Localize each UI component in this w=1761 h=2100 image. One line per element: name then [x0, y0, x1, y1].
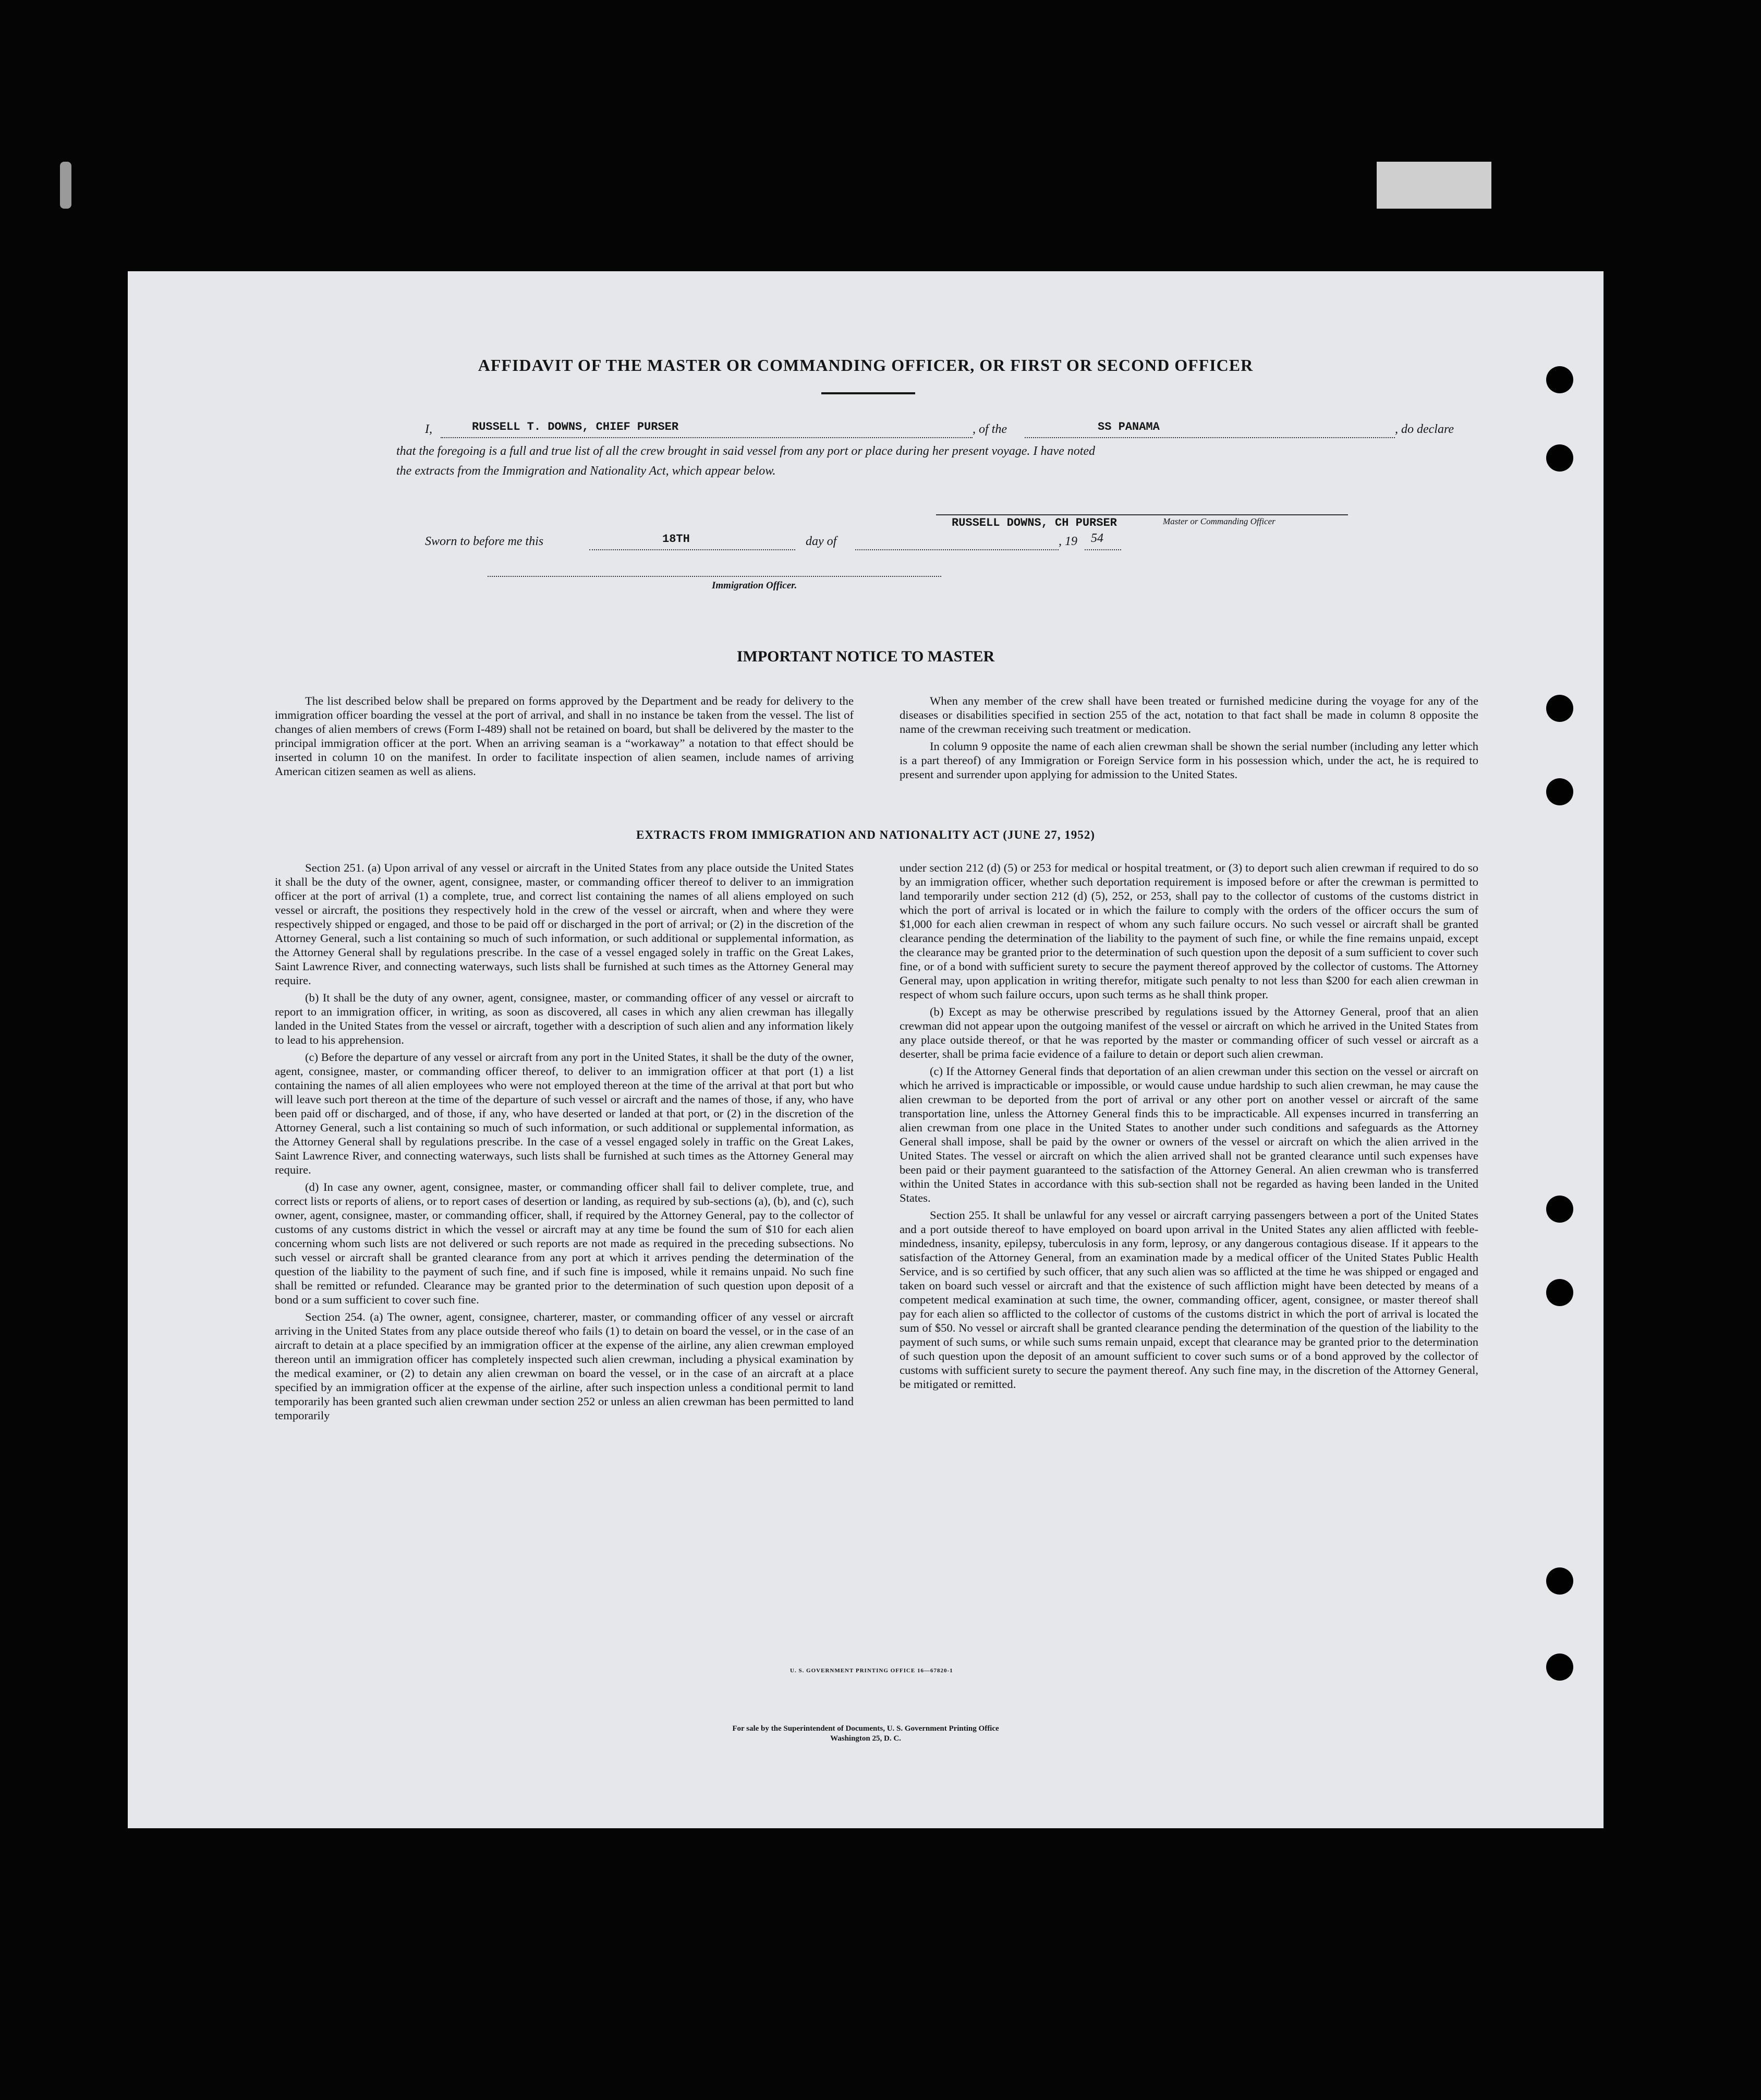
- film-notch: [60, 162, 71, 209]
- section-paragraph: (d) In case any owner, agent, consignee, master, or commanding officer shall fail to deliver complete, true, and correct lists or reports of aliens, or to report cases of desertion or landing, as required by sub-sections (a), (b), and (c), such owner, agent, consignee, master, or commanding officer, shall, if required by the Attorney General, pay to the collector of customs of any customs district in which the vessel or aircraft may at any time be found the sum of $10 for each alien concerning whom such lists are not delivered or such reports are not made as required in the preceding subsections. No such vessel or aircraft shall be granted clearance from any port at which it arrives pending the determination of the question of the liability to the payment of such fine, and if such fine is imposed, while it remains unpaid. No such fine shall be remitted or refunded. Clearance may be granted prior to the determination of such question upon deposit of a bond or a sum sufficient to cover such fine.: [275, 1180, 854, 1306]
- declaration-line-3: the extracts from the Immigration and Nationality Act, which appear below.: [396, 464, 776, 478]
- name-field: [441, 420, 973, 438]
- notice-paragraph: The list described below shall be prepared on forms approved by the Department and be ready for delivery to the immigration officer boarding the vessel at the port of arrival, and shall in no instance be taken from the vessel. The list of changes of alien members of crews (Form I-489) shall not be retained on board, but shall be delivered by the master to the principal immigration officer at the port. When an arriving seaman is a “workaway” a notation to that effect should be inserted in column 10 on the manifest. In order to facilitate inspection of alien seamen, include names of arriving American citizen seamen as well as aliens.: [275, 694, 854, 778]
- section-paragraph: (c) Before the departure of any vessel or aircraft from any port in the United States, it shall be the duty of the owner, agent, consignee, master, or commanding officer thereof, to deliver to an immigration officer at that port (1) a list containing the names of all alien employees who were not employed thereon at the time of the arrival at that port but who will leave such port thereon at the time of the departure of such vessel or aircraft and the names of those, if any, who have been paid off or discharged, and of those, if any, who have deserted or landed at that port, or (2) in the discretion of the Attorney General, such a list containing so much of such information, or such additional or supplemental information, as the Attorney General shall by regulations prescribe. In the case of a vessel engaged solely in traffic on the Great Lakes, Saint Lawrence River, and connecting waterways, such lists shall be furnished at such times as the Attorney General may require.: [275, 1051, 854, 1176]
- section-paragraph: Section 251. (a) Upon arrival of any vessel or aircraft in the United States from any place outside the United States it shall be the duty of the owner, agent, consignee, master, or commanding officer thereof to deliver to an immigration officer at the port of arrival (1) a complete, true, and correct list containing the names of all aliens employed on such vessel or aircraft, the positions they respectively hold in the crew of the vessel or aircraft, when and where they were respectively shipped or engaged, and those to be paid off or discharged in the port of arrival; or (2) in the discretion of the Attorney General, such a list containing so much of such information, or such additional or supplemental information, as the Attorney General shall by regulations prescribe. In the case of a vessel engaged solely in traffic on the Great Lakes, Saint Lawrence River, and connecting waterways, such lists shall be furnished at such times as the Attorney General may require.: [275, 861, 854, 987]
- section-paragraph: Section 254. (a) The owner, agent, consignee, charterer, master, or commanding officer of any vessel or aircraft arriving in the United States from any place outside thereof who fails (1) to detain on board the vessel, or in the case of an aircraft to detain at a place specified by an immigration officer at the expense of the airline, any alien crewman employed thereon until an immigration officer has completely inspected such alien crewman, including a physical examination by the medical examiner, or (2) to detain any alien crewman on board the vessel, or in the case of an aircraft at a place specified by an immigration officer at the expense of the airline, after such inspection unless a conditional permit to land temporarily has been granted such alien crewman under section 252 or unless an alien crewman has been permitted to land temporarily: [275, 1310, 854, 1422]
- vessel-name: SS PANAMA: [1098, 420, 1160, 433]
- gpo-imprint: U. S. GOVERNMENT PRINTING OFFICE 16—67820-1: [790, 1668, 953, 1674]
- extracts-title: EXTRACTS FROM IMMIGRATION AND NATIONALITY ACT (JUNE 27, 1952): [636, 828, 1095, 841]
- notice-right-column: [900, 694, 1478, 785]
- film-label-tab: [1377, 162, 1491, 209]
- sale-notice: [128, 1724, 1604, 1744]
- notice-paragraph: When any member of the crew shall have been treated or furnished medicine during the voyage for any of the diseases or disabilities specified in section 255 of the act, notation to that fact shall be made in column 8 opposite the name of the crewman receiving such treatment or medication.: [900, 694, 1478, 735]
- month-field: [855, 535, 1059, 550]
- film-edge-marks: [709, 0, 1752, 21]
- sworn-year: 54: [1091, 532, 1103, 545]
- section-paragraph: (c) If the Attorney General finds that deportation of an alien crewman under this section on the vessel or aircraft on which he arrived is impracticable or impossible, or would cause undue hardship to such alien crewman, he may cause the alien crewman to be deported from the port of arrival or any other port on another vessel or aircraft of the same transportation line, unless the Attorney General finds this to be impracticable. All expenses incurred in transferring an alien crewman from one place in the United States to another under such conditions and safeguards as the Attorney General shall impose, shall be paid by the owner or owners of the vessel or aircraft on which the alien arrived in the United States. The vessel or aircraft on which the alien arrived shall not be granted clearance until such expenses have been paid or their payment guaranteed to the satisfaction of the Attorney General. An alien crewman who is transferred within the United States in accordance with this sub-section shall not be regarded as having been landed in the United States.: [900, 1065, 1478, 1204]
- section-paragraph: (b) It shall be the duty of any owner, agent, consignee, master, or commanding officer of any vessel or aircraft to report to an immigration officer, in writing, as soon as discovered, all cases in which any alien crewman has illegally landed in the United States from the vessel or aircraft, together with a description of such alien and any information likely to lead to his apprehension.: [275, 991, 854, 1046]
- sale-line-2: Washington 25, D. C.: [830, 1734, 901, 1743]
- do-declare-label: , do declare: [1395, 423, 1454, 436]
- affidavit-title: AFFIDAVIT OF THE MASTER OR COMMANDING OFFICER, OR FIRST OR SECOND OFFICER: [478, 356, 1254, 375]
- sworn-label: Sworn to before me this: [425, 535, 544, 548]
- declarant-name: RUSSELL T. DOWNS, CHIEF PURSER: [472, 420, 679, 433]
- title-rule: [821, 392, 915, 394]
- extracts-left-column: [275, 861, 854, 1426]
- declaration-line-2: that the foregoing is a full and true list of all the crew brought in said vessel from any port or place during her present voyage. I have noted: [396, 444, 1096, 458]
- officer-label: Immigration Officer.: [712, 580, 797, 591]
- declare-label-i: I,: [425, 423, 432, 436]
- section-paragraph: Section 255. It shall be unlawful for any vessel or aircraft carrying passengers between a port of the United States and a port outside thereof to have employed on board upon arrival in the United States any alien afflicted with feeble-mindedness, insanity, epilepsy, tuberculosis in any form, leprosy, or any dangerous contagious disease. If it appears to the satisfaction of the Attorney General, from an examination made by a medical officer of the United States Public Health Service, and is so certified by such officer, that any such alien was so afflicted at the time he was shipped or engaged and taken on board such vessel or aircraft and that the existence of such affliction might have been detected by means of a competent medical examination at such time, the owner, commanding officer, agent, consignee, or master thereof shall pay for each alien so afflicted to the collector of customs of the customs district in which the port of arrival is located the sum of $50. No vessel or aircraft shall be granted clearance pending the determination of the question of the liability to the payment of such sums, or while such sums remain unpaid, except that clearance may be granted prior to the determination of such question upon the deposit of an amount sufficient to cover such sums or of a bond approved by the collector of customs with sufficient surety to secure the payment thereof. Any such fine may, in the discretion of the Attorney General, be mitigated or remitted.: [900, 1209, 1478, 1391]
- master-signature: RUSSELL DOWNS, CH PURSER: [952, 516, 1117, 529]
- extracts-right-column: [900, 861, 1478, 1394]
- signature-suffix: Master or Commanding Officer: [1163, 516, 1276, 526]
- notice-paragraph: In column 9 opposite the name of each alien crewman shall be shown the serial number (including any letter which is a part thereof) of any Immigration or Foreign Service form in his possession which, under the act, he is required to present and surrender upon applying for admission to the United States.: [900, 740, 1478, 781]
- vessel-field: [1025, 420, 1395, 438]
- bleed-through-margin: [1504, 313, 1551, 1826]
- sworn-day: 18TH: [662, 533, 690, 546]
- document-sheet: [128, 271, 1604, 1828]
- notice-title: IMPORTANT NOTICE TO MASTER: [736, 648, 995, 665]
- day-of-label: day of: [806, 535, 837, 548]
- section-paragraph: under section 212 (d) (5) or 253 for medical or hospital treatment, or (3) to deport such alien crewman if required to do so by an immigration officer, whether such deportation requirement is imposed before or after the crewman is permitted to land temporarily under section 212 (d) (5), 252, or 253, shall pay to the collector of customs of the customs district in which the port of arrival is located or in which the failure to comply with the orders of the officer occurs the sum of $1,000 for each alien crewman in respect of whom any such failure occurs. No such vessel or aircraft shall be granted clearance pending the determination of the liability to the payment of such fine, or while the fine remains unpaid, except the clearance may be granted prior to the determination of such question upon the deposit of a sum sufficient to cover such fine, or of a bond with sufficient surety to secure the payment thereof approved by the collector of customs. The Attorney General may, upon application in writing therefor, mitigate such penalty to not less than $200 for each alien crewman in respect of whom such failure occurs, upon such terms as he shall think proper.: [900, 861, 1478, 1001]
- year-field: [1085, 532, 1121, 550]
- day-field: [589, 535, 795, 550]
- officer-rule: [488, 574, 941, 577]
- of-the-label: , of the: [973, 423, 1007, 436]
- notice-left-column: [275, 694, 854, 781]
- signature-rule: [936, 511, 1348, 515]
- year-prefix: , 19: [1059, 535, 1077, 548]
- sale-line-1: For sale by the Superintendent of Documents, U. S. Government Printing Office: [732, 1724, 999, 1733]
- section-paragraph: (b) Except as may be otherwise prescribed by regulations issued by the Attorney General, proof that an alien crewman did not appear upon the outgoing manifest of the vessel or aircraft on which he arrived in the United States from any place outside thereof, or that he was reported by the master or commanding officer of such vessel or aircraft as a deserter, shall be prima facie evidence of a failure to detain or deport such alien crewman.: [900, 1005, 1478, 1060]
